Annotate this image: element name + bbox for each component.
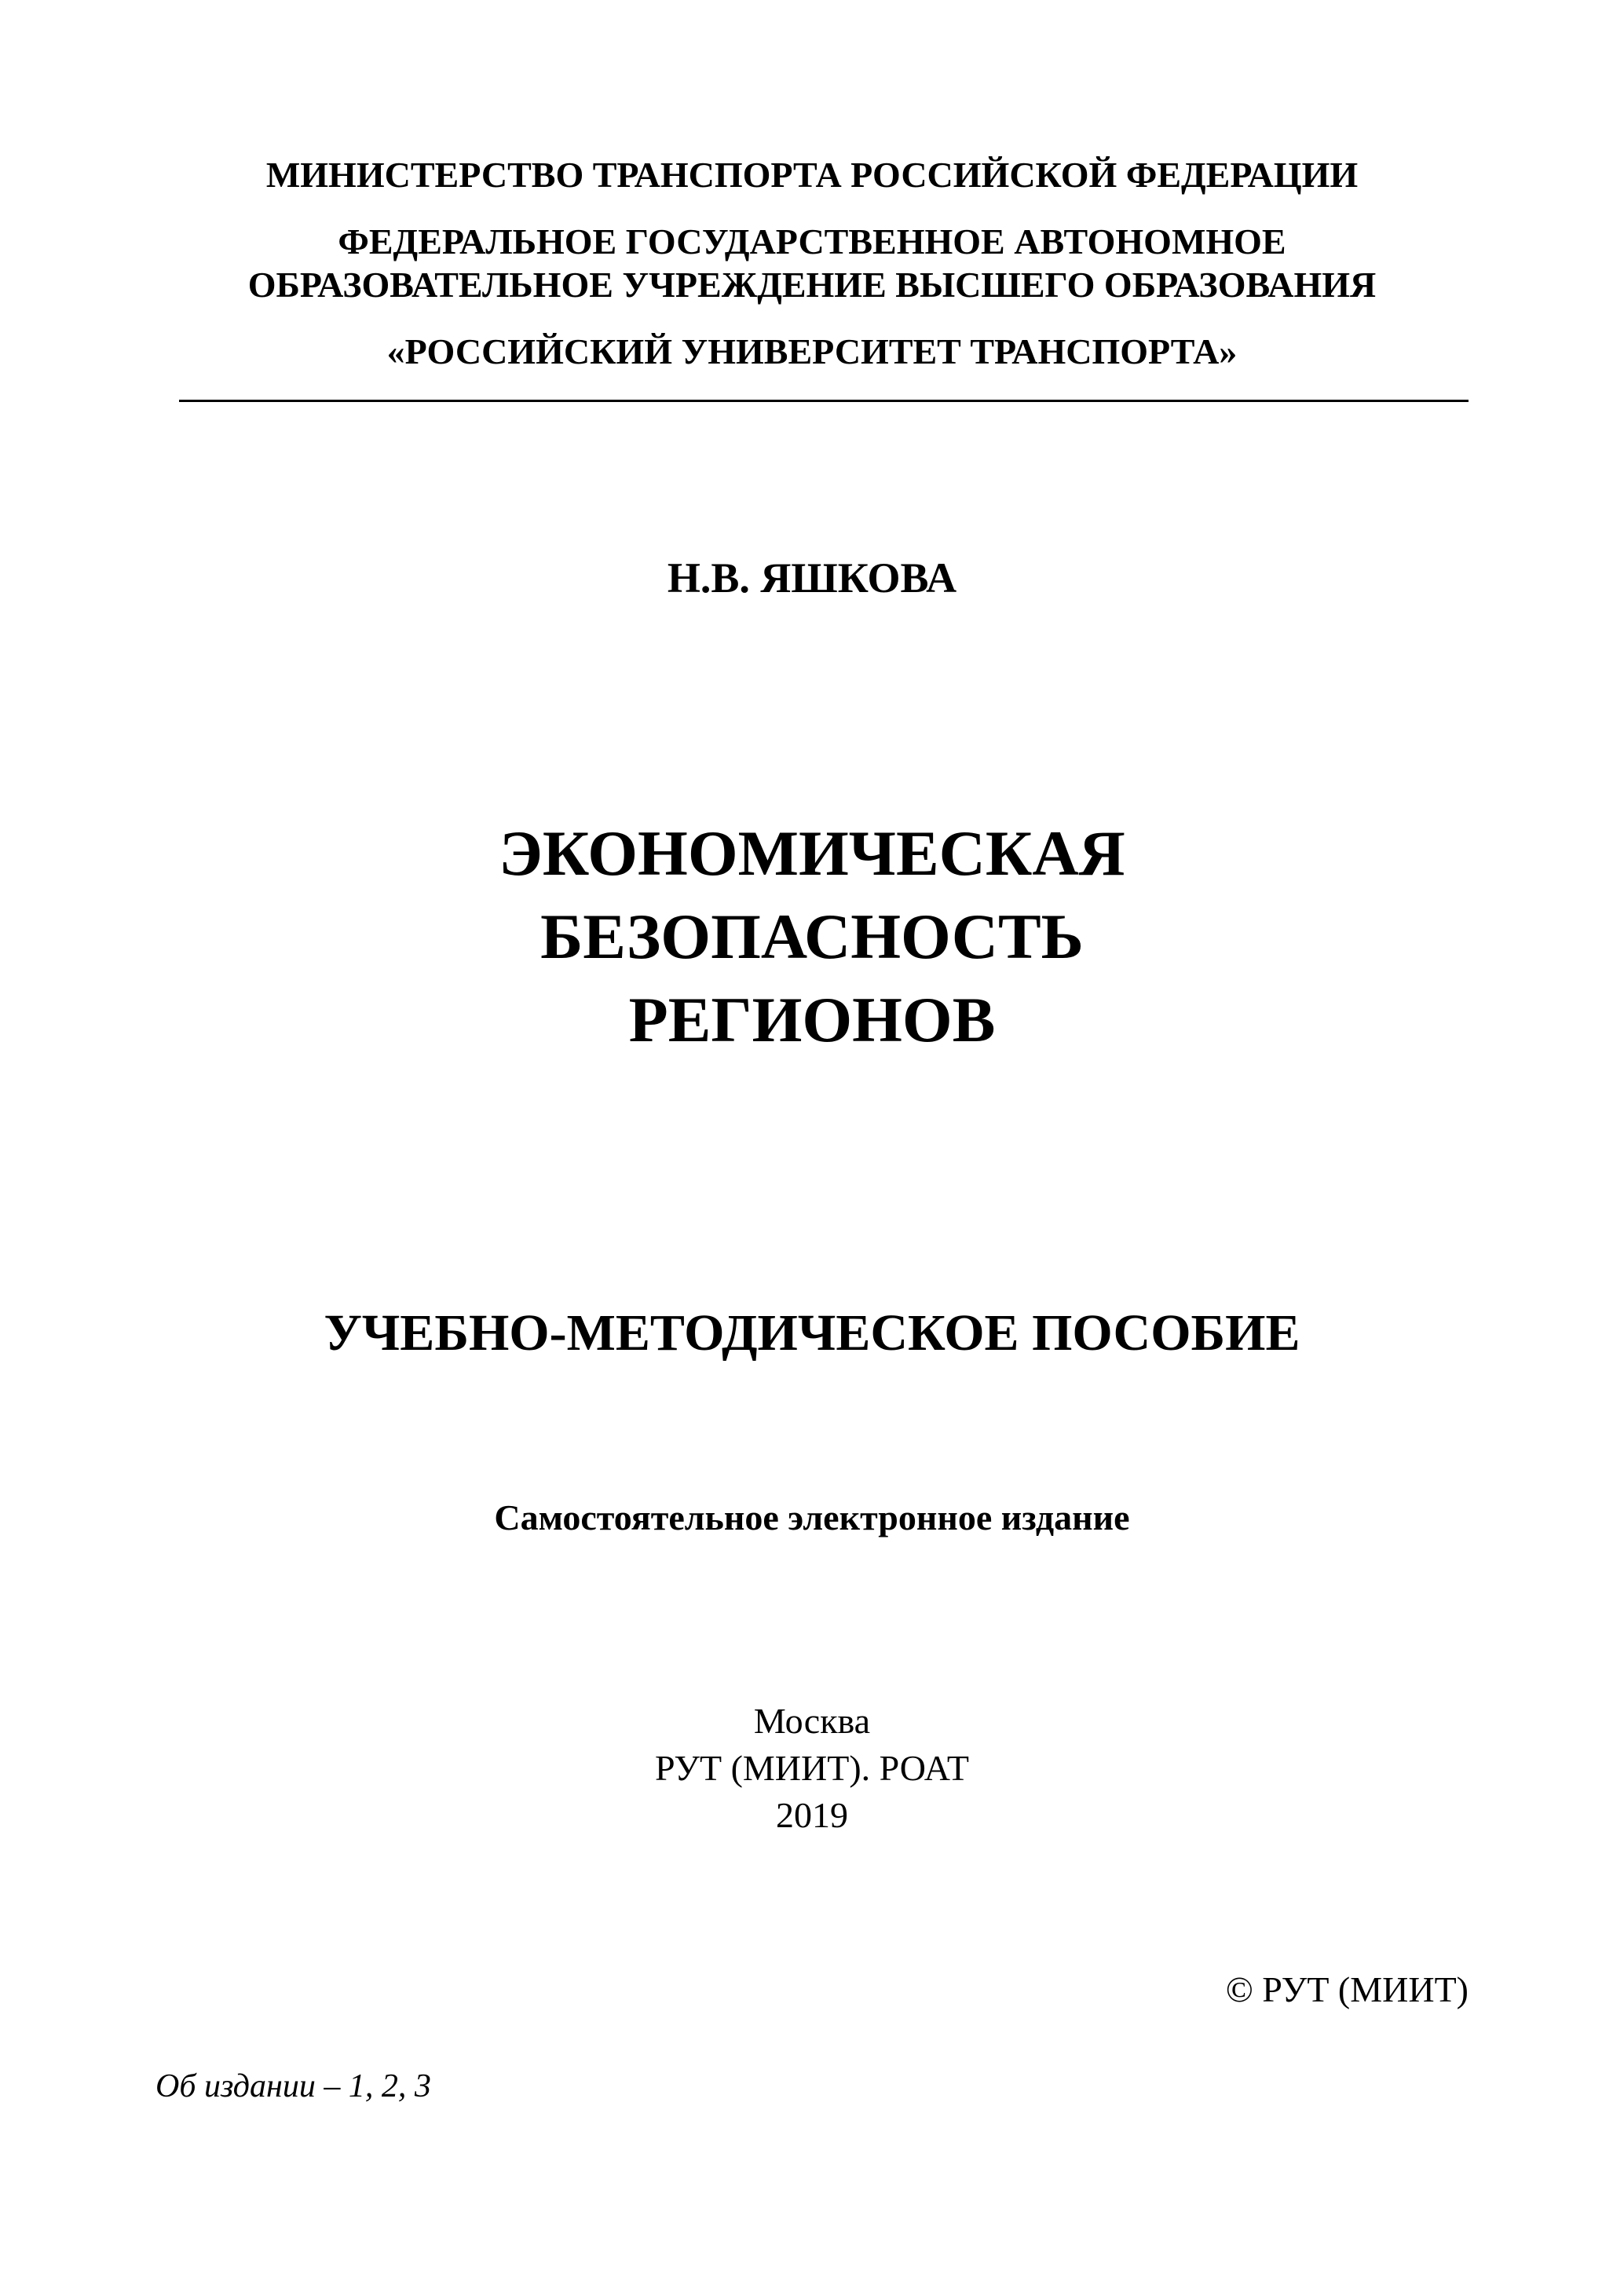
about-edition-link[interactable]: Об издании – 1, 2, 3 [155,2068,431,2104]
institution-line-2: ОБРАЗОВАТЕЛЬНОЕ УЧРЕЖДЕНИЕ ВЫСШЕГО ОБРАЗОВАНИЯ [247,265,1377,305]
book-title-line-2: БЕЗОПАСНОСТЬ [540,901,1084,972]
header-divider [179,400,1469,402]
university-name: «РОССИЙСКИЙ УНИВЕРСИТЕТ ТРАНСПОРТА» [386,331,1238,371]
imprint-city: Москва [753,1701,871,1741]
book-title-line-3: РЕГИОНОВ [628,984,996,1055]
book-title-line-1: ЭКОНОМИЧЕСКАЯ [499,817,1125,889]
edition-note: Самостоятельное электронное издание [494,1497,1130,1537]
copyright-notice: © РУТ (МИИТ) [1225,1969,1469,2009]
imprint-year: 2019 [776,1795,848,1835]
publication-type: УЧЕБНО-МЕТОДИЧЕСКОЕ ПОСОБИЕ [324,1304,1300,1362]
author-name: Н.В. ЯШКОВА [667,554,957,601]
ministry-name: МИНИСТЕРСТВО ТРАНСПОРТА РОССИЙСКОЙ ФЕДЕРАЦИИ [265,155,1359,195]
institution-line-1: ФЕДЕРАЛЬНОЕ ГОСУДАРСТВЕННОЕ АВТОНОМНОЕ [338,221,1286,261]
imprint-publisher: РУТ (МИИТ). РОАТ [654,1748,970,1788]
